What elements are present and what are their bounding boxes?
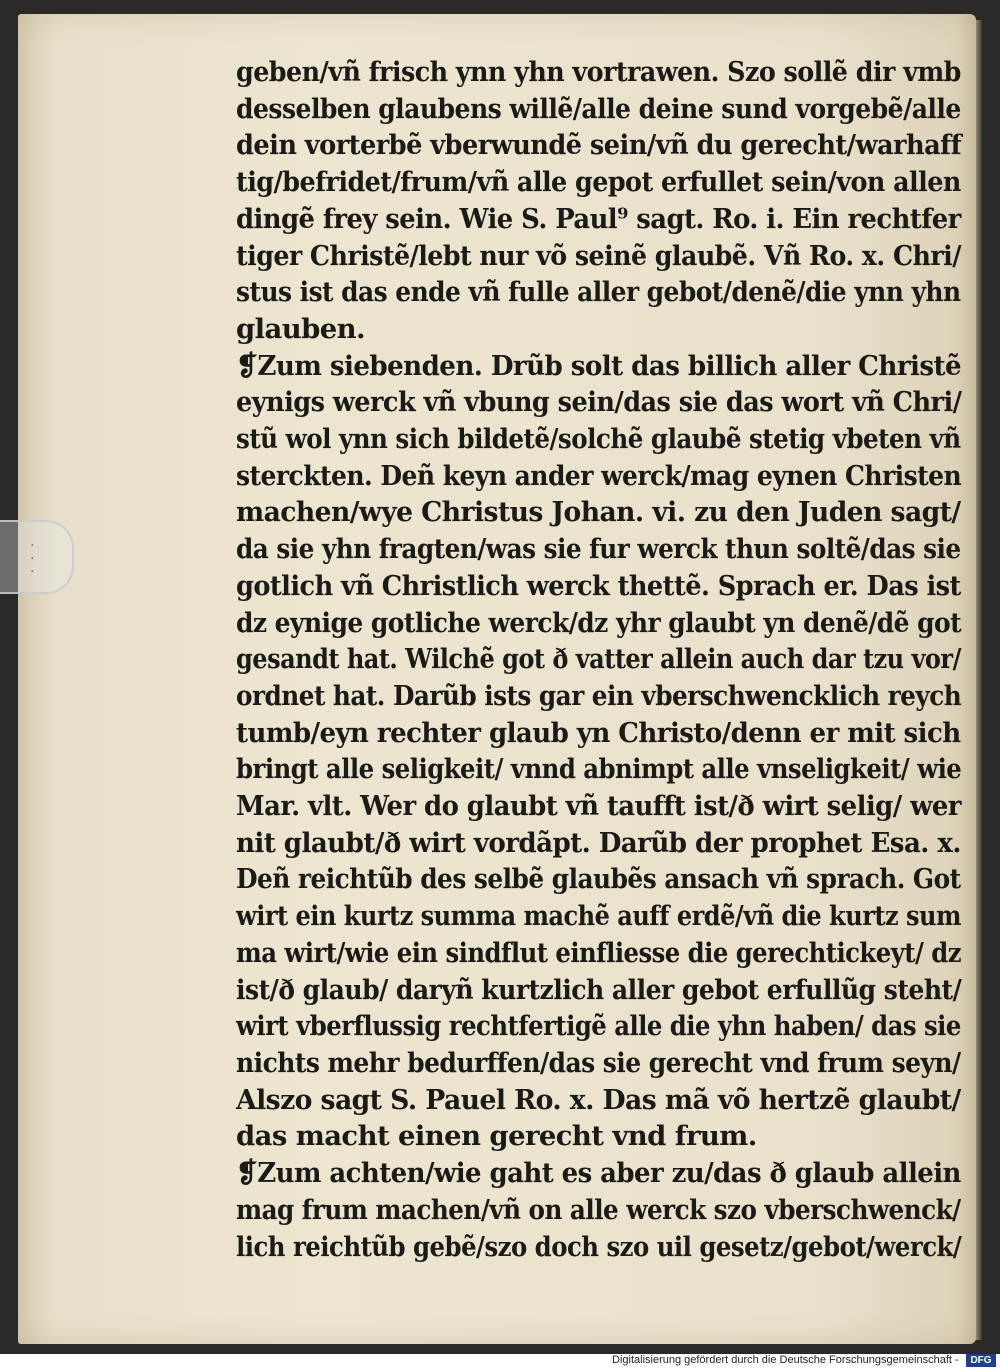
text-line: machen/wye Christus Johan. vi. zu den Juden sagt/ xyxy=(236,496,961,529)
text-line: ordnet hat. Darũb ists gar ein vberschwencklich reych xyxy=(236,679,962,712)
text-line: gotlich vñ Christlich werck thettẽ. Sprach er. Das ist xyxy=(236,569,961,602)
text-line: ma wirt/wie ein sindflut einfliesse die gerechtickeyt/ dz xyxy=(236,936,962,969)
text-line: wirt vberflussig rechtfertigẽ alle die yhn haben/ das sie xyxy=(236,1010,961,1043)
text-line: wirt ein kurtz summa machẽ auff erdẽ/vñ die kurtz sum xyxy=(236,900,961,933)
text-line: tumb/eyn rechter glaub yn Christo/denn er mit sich xyxy=(236,716,961,749)
text-line: bringt alle seligkeit/ vnnd abnimpt alle vnseligkeit/ wie xyxy=(236,753,962,786)
text-line: dz eynige gotliche werck/dz yhr glaubt yn denẽ/dẽ got xyxy=(236,606,962,639)
text-line: mag frum machen/vñ on alle werck szo vberschwenck/ xyxy=(236,1193,961,1226)
text-line: dingẽ frey sein. Wie S. Paul⁹ sagt. Ro. i. Ein rechtfer xyxy=(236,202,961,235)
text-line: gesandt hat. Wilchẽ got ð vatter allein auch dar tzu vor/ xyxy=(236,643,961,676)
text-line: das macht einen gerecht vnd frum. xyxy=(236,1120,757,1153)
text-line: nichts mehr bedurffen/das sie gerecht vnd frum seyn/ xyxy=(236,1046,961,1079)
text-line: dein vorterbẽ vberwundẽ sein/vñ du gerecht/warhaff xyxy=(236,129,962,162)
text-line: sterckten. Deñ keyn ander werck/mag eynen Christen xyxy=(236,459,962,492)
text-line: eynigs werck vñ vbung sein/das sie das wort vñ Chri/ xyxy=(236,386,962,419)
text-line: Mar. vlt. Wer do glaubt vñ taufft ist/ð wirt selig/ wer xyxy=(236,790,961,823)
text-line: ❡Zum siebenden. Drũb solt das billich aller Christẽ xyxy=(236,349,962,382)
clip-marks: · · · xyxy=(30,538,35,580)
text-line: stũ wol ynn sich bildetẽ/solchẽ glaubẽ stetig vbeten vñ xyxy=(236,423,961,456)
dfg-logo: DFG xyxy=(966,1354,996,1367)
text-line: ist/ð glaub/ daryñ kurtzlich aller gebot erfullũg steht/ xyxy=(236,973,962,1006)
text-line: lich reichtũb gebẽ/szo doch szo uil gesetz/gebot/werck/ xyxy=(236,1230,962,1263)
text-line: da sie yhn fragten/was sie fur werck thun soltẽ/das sie xyxy=(236,533,961,566)
text-line: glauben. xyxy=(236,312,365,345)
text-line: desselben glaubens willẽ/alle deine sund vorgebẽ/alle xyxy=(236,92,961,125)
text-line: tig/befridet/frum/vñ alle gepot erfullet sein/von allen xyxy=(236,166,961,199)
funding-caption: Digitalisierung gefördert durch die Deutsche Forschungsgemeinschaft - xyxy=(612,1354,959,1366)
text-line: nit glaubt/ð wirt vordãpt. Darũb der prophet Esa. x. xyxy=(236,826,961,859)
text-line: tiger Christẽ/lebt nur võ seinẽ glaubẽ. Vñ Ro. x. Chri/ xyxy=(236,239,961,272)
text-line: geben/vñ frisch ynn yhn vortrawen. Szo sollẽ dir vmb xyxy=(236,56,961,88)
page-text xyxy=(236,54,961,1265)
text-line: stus ist das ende vñ fulle aller gebot/denẽ/die ynn yhn xyxy=(236,276,961,309)
text-line: Alszo sagt S. Pauel Ro. x. Das mã võ hertzẽ glaubt/ xyxy=(236,1083,961,1116)
text-line: Deñ reichtũb des selbẽ glaubẽs ansach vñ sprach. Got xyxy=(236,863,961,896)
text-line: ❡Zum achten/wie gaht es aber zu/das ð glaub allein xyxy=(236,1157,961,1190)
